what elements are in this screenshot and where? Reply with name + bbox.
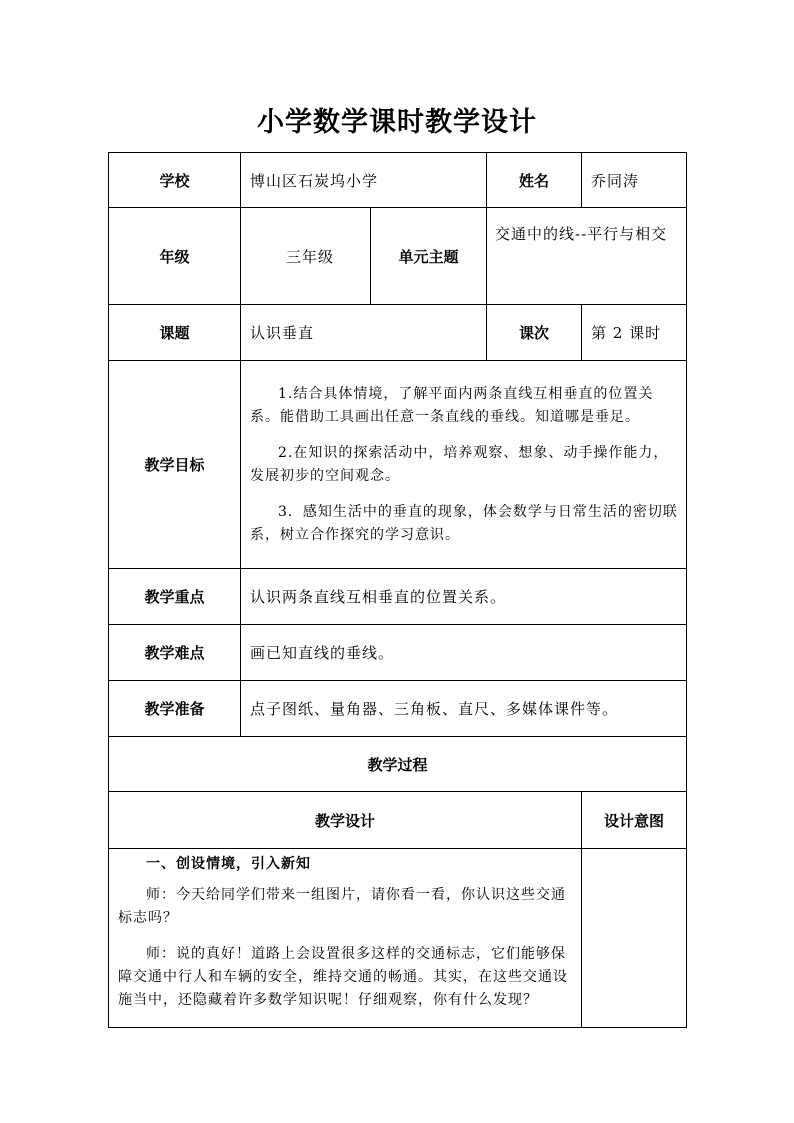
preparation-row bbox=[109, 681, 687, 737]
preparation-value: 点子图纸、量角器、三角板、直尺、多媒体课件等。 bbox=[241, 681, 687, 737]
process-content-row bbox=[109, 849, 687, 1028]
goals-content bbox=[241, 361, 687, 569]
intent-content bbox=[582, 849, 687, 1028]
key-point-value: 认识两条直线互相垂直的位置关系。 bbox=[241, 569, 687, 625]
dialogue-paragraph: 师：说的真好！道路上会设置很多这样的交通标志，它们能够保障交通中行人和车辆的安全，维持交通的畅通。其实，在这些交通设施当中，还隐藏着许多数学知识呢！仔细观察，你有什么发现？ bbox=[118, 946, 568, 1008]
topic-label: 课题 bbox=[109, 305, 241, 361]
key-point-row bbox=[109, 569, 687, 625]
lesson-plan-table bbox=[108, 152, 687, 1028]
unit-theme-value: 交通中的线--平行与相交 bbox=[495, 225, 668, 243]
process-heading: 教学过程 bbox=[109, 737, 687, 792]
preparation-label: 教学准备 bbox=[109, 681, 241, 737]
process-heading-row bbox=[109, 737, 687, 792]
process-columns-row bbox=[109, 792, 687, 849]
school-value: 博山区石炭坞小学 bbox=[241, 153, 487, 208]
name-label: 姓名 bbox=[487, 153, 582, 208]
goal-item: 2.在知识的探索活动中，培养观察、想象、动手操作能力，发展初步的空间观念。 bbox=[250, 444, 669, 484]
topic-value: 认识垂直 bbox=[241, 305, 487, 361]
difficulty-label: 教学难点 bbox=[109, 625, 241, 681]
unit-theme-cell bbox=[487, 208, 687, 305]
design-content bbox=[109, 849, 582, 1028]
dialogue-paragraph: 师：今天给同学们带来一组图片，请你看一看，你认识这些交通标志吗？ bbox=[118, 887, 566, 926]
section-title: 一、创设情境，引入新知 bbox=[146, 856, 311, 872]
grade-value: 三年级 bbox=[241, 208, 371, 305]
difficulty-value: 画已知直线的垂线。 bbox=[241, 625, 687, 681]
difficulty-row bbox=[109, 625, 687, 681]
key-point-label: 教学重点 bbox=[109, 569, 241, 625]
unit-theme-label: 单元主题 bbox=[371, 208, 487, 305]
goals-row bbox=[109, 361, 687, 569]
goal-item: 1.结合具体情境，了解平面内两条直线互相垂直的位置关系。能借助工具画出任意一条直线的垂线。知道哪是垂足。 bbox=[250, 385, 654, 425]
grade-label: 年级 bbox=[109, 208, 241, 305]
topic-row bbox=[109, 305, 687, 361]
name-value: 乔同涛 bbox=[582, 153, 687, 208]
school-label: 学校 bbox=[109, 153, 241, 208]
school-row bbox=[109, 153, 687, 208]
lesson-number-value: 第 2 课时 bbox=[582, 305, 687, 361]
goals-label: 教学目标 bbox=[109, 361, 241, 569]
design-column-header: 教学设计 bbox=[109, 792, 582, 849]
goal-item: 3．感知生活中的垂直的现象，体会数学与日常生活的密切联系，树立合作探究的学习意识。 bbox=[250, 503, 678, 543]
intent-column-header: 设计意图 bbox=[582, 792, 687, 849]
lesson-number-label: 课次 bbox=[487, 305, 582, 361]
grade-row bbox=[109, 208, 687, 305]
document-title: 小学数学课时教学设计 bbox=[257, 107, 537, 138]
